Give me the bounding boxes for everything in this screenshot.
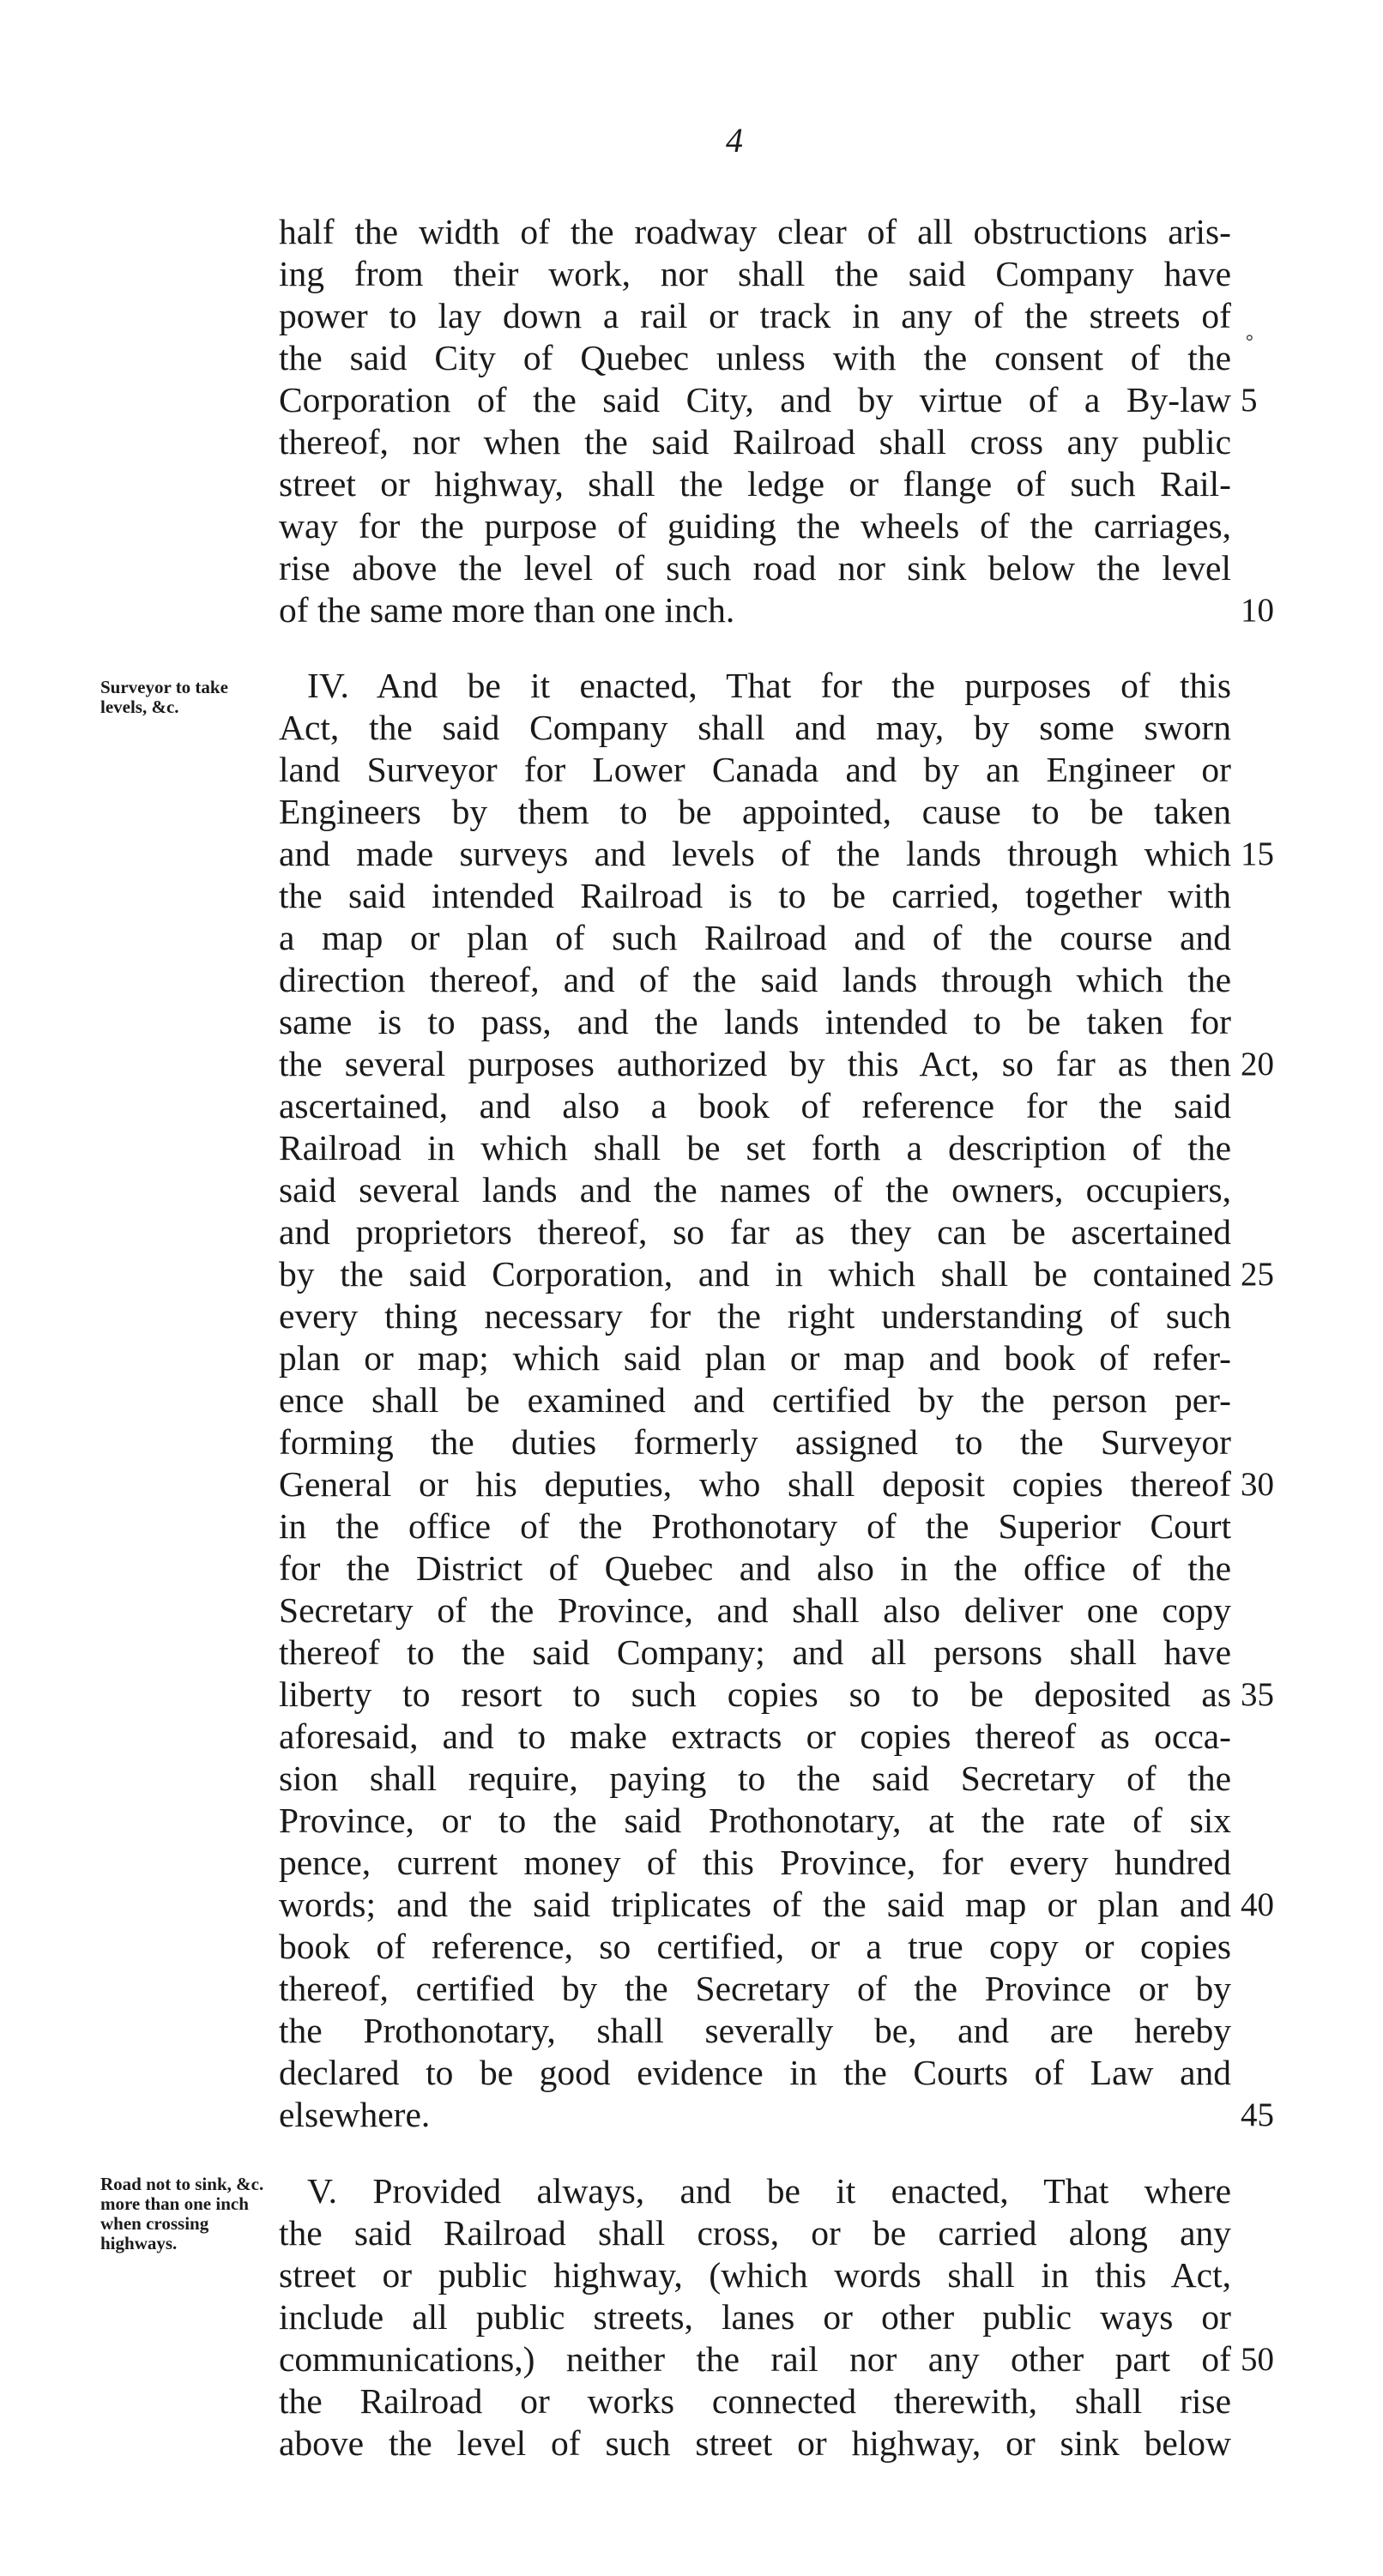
- margin-mark: °: [1246, 330, 1253, 352]
- text-line: direction thereof, and of the said lands through which the: [279, 960, 1231, 999]
- text-line: thereof, nor when the said Railroad shall cross any public: [279, 422, 1231, 462]
- line-number: 40: [1241, 1886, 1274, 1923]
- text-line: street or public highway, (which words shall in this Act,: [279, 2255, 1231, 2295]
- text-line: ing from their work, nor shall the said Company have: [279, 254, 1231, 293]
- text-line: V. Provided always, and be it enacted, That where: [307, 2171, 1231, 2211]
- text-line: book of reference, so certified, or a true copy or copies: [279, 1927, 1231, 1966]
- text-line: General or his deputies, who shall deposit copies thereof: [279, 1464, 1231, 1504]
- text-line: declared to be good evidence in the Courts of Law and: [279, 2053, 1231, 2092]
- text-line: way for the purpose of guiding the wheels of the carriages,: [279, 506, 1231, 546]
- text-line: the said City of Quebec unless with the consent of the: [279, 338, 1231, 377]
- text-line: thereof, certified by the Secretary of the Province or by: [279, 1969, 1231, 2008]
- text-line: same is to pass, and the lands intended to be taken for: [279, 1002, 1231, 1041]
- text-line: forming the duties formerly assigned to the Surveyor: [279, 1422, 1231, 1462]
- text-line: Engineers by them to be appointed, cause to be taken: [279, 792, 1231, 831]
- text-line: Secretary of the Province, and shall also deliver one copy: [279, 1590, 1231, 1630]
- text-line: IV. And be it enacted, That for the purposes of this: [307, 666, 1231, 705]
- text-line: aforesaid, and to make extracts or copies thereof as occa-: [279, 1716, 1231, 1756]
- text-line: land Surveyor for Lower Canada and by an Engineer or: [279, 750, 1231, 789]
- text-line: a map or plan of such Railroad and of the course and: [279, 918, 1231, 957]
- text-line: the several purposes authorized by this Act, so far as then: [279, 1044, 1231, 1083]
- text-line: the said intended Railroad is to be carried, together with: [279, 876, 1231, 915]
- text-line: the Railroad or works connected therewith, shall rise: [279, 2381, 1231, 2421]
- text-line: power to lay down a rail or track in any of the streets of: [279, 296, 1231, 335]
- text-line: in the office of the Prothonotary of the Superior Court: [279, 1506, 1231, 1546]
- text-line: said several lands and the names of the owners, occupiers,: [279, 1170, 1231, 1210]
- line-number: 35: [1241, 1676, 1274, 1713]
- text-line: include all public streets, lanes or other public ways or: [279, 2297, 1231, 2337]
- text-line: above the level of such street or highway, or sink below: [279, 2423, 1231, 2463]
- text-line: every thing necessary for the right understanding of such: [279, 1296, 1231, 1336]
- text-line: half the width of the roadway clear of all obstructions aris-: [279, 212, 1231, 251]
- line-number: 5: [1241, 382, 1258, 419]
- text-line: by the said Corporation, and in which shall be contained: [279, 1254, 1231, 1294]
- text-line: elsewhere.: [279, 2095, 431, 2134]
- margin-note-surveyor: Surveyor to take levels, &c.: [100, 677, 228, 717]
- text-line: Railroad in which shall be set forth a description of the: [279, 1128, 1231, 1167]
- line-number: 10: [1241, 592, 1274, 629]
- text-line: and proprietors thereof, so far as they can be ascertained: [279, 1212, 1231, 1252]
- line-number: 45: [1241, 2096, 1274, 2133]
- line-number: 25: [1241, 1256, 1274, 1293]
- line-number: 50: [1241, 2341, 1274, 2378]
- text-line: street or highway, shall the ledge or flange of such Rail-: [279, 464, 1231, 504]
- text-line: ascertained, and also a book of reference for the said: [279, 1086, 1231, 1125]
- text-line: Act, the said Company shall and may, by some sworn: [279, 708, 1231, 747]
- line-number: 20: [1241, 1046, 1274, 1083]
- text-line: pence, current money of this Province, for every hundred: [279, 1843, 1231, 1882]
- line-number: 30: [1241, 1466, 1274, 1503]
- text-line: Province, or to the said Prothonotary, at the rate of six: [279, 1801, 1231, 1840]
- page-number: 4: [726, 121, 743, 160]
- text-line: words; and the said triplicates of the said map or plan and: [279, 1885, 1231, 1924]
- text-line: for the District of Quebec and also in the office of the: [279, 1548, 1231, 1588]
- text-line: ence shall be examined and certified by the person per-: [279, 1380, 1231, 1420]
- text-line: the said Railroad shall cross, or be carried along any: [279, 2213, 1231, 2253]
- text-line: the Prothonotary, shall severally be, and are hereby: [279, 2011, 1231, 2050]
- text-line: of the same more than one inch.: [279, 590, 735, 630]
- text-line: liberty to resort to such copies so to be deposited as: [279, 1674, 1231, 1714]
- margin-note-road: Road not to sink, &c. more than one inch when crossing highways.: [100, 2174, 264, 2253]
- text-line: thereof to the said Company; and all persons shall have: [279, 1632, 1231, 1672]
- text-line: sion shall require, paying to the said Secretary of the: [279, 1759, 1231, 1798]
- text-line: Corporation of the said City, and by virtue of a By-law: [279, 380, 1231, 419]
- line-number: 15: [1241, 836, 1274, 872]
- text-line: plan or map; which said plan or map and book of refer-: [279, 1338, 1231, 1378]
- text-line: and made surveys and levels of the lands through which: [279, 834, 1231, 873]
- text-line: rise above the level of such road nor sink below the level: [279, 548, 1231, 588]
- text-line: communications,) neither the rail nor any other part of: [279, 2339, 1231, 2379]
